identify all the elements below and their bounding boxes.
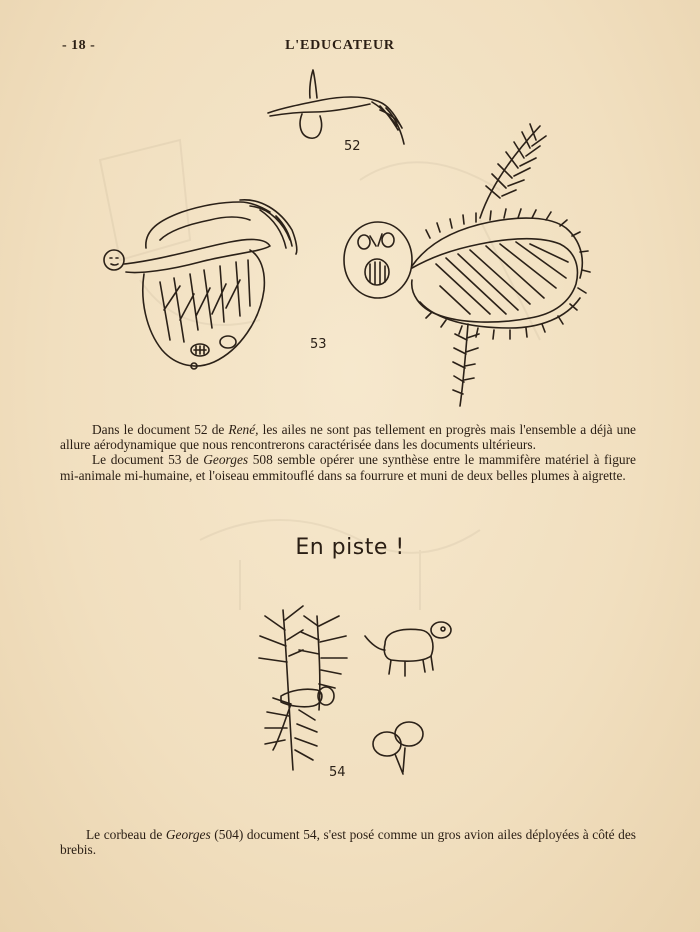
journal-title: L'EDUCATEUR bbox=[285, 38, 395, 53]
figure-label-52: 52 bbox=[344, 139, 361, 154]
paragraph-block-1 bbox=[60, 422, 636, 483]
drawing-54 bbox=[245, 600, 460, 785]
paragraph-1 bbox=[60, 422, 636, 452]
paragraph-1-text-b: les ailes ne sont pas tellement en progrès mais l'ensemble a déjà une allure aérodynamique que nous rencontrerons caractérisée dans les documents ultérieurs. bbox=[60, 422, 636, 453]
paragraph-block-2 bbox=[60, 827, 636, 857]
author-name-georges-2: Georges bbox=[165, 827, 211, 842]
paragraph-3-text-b: (504) document 54, s'est posé comme un gros avion ailes déployées à côté des brebis. bbox=[60, 827, 637, 858]
figure-label-53: 53 bbox=[310, 337, 327, 352]
page-header bbox=[60, 38, 620, 58]
paragraph-2 bbox=[60, 452, 636, 482]
paragraph-3-text-a: Le corbeau de bbox=[86, 827, 166, 842]
figure-label-54: 54 bbox=[329, 765, 346, 780]
paragraph-3 bbox=[60, 827, 636, 857]
section-title: En piste ! bbox=[295, 535, 405, 560]
page-number: - 18 - bbox=[62, 38, 96, 53]
paragraph-2-text-b: 508 semble opérer une synthèse entre le mammifère matériel à figure mi-animale mi-humaine, et l'oiseau emmitouflé dans sa fourrure et muni de deux belles plumes à aigrette. bbox=[60, 452, 636, 483]
paragraph-2-text-a: Le document 53 de bbox=[92, 452, 204, 468]
drawing-53-right bbox=[340, 118, 585, 408]
author-name-rene: René, bbox=[228, 422, 259, 437]
author-name-georges: Georges bbox=[203, 452, 249, 468]
paragraph-1-text-a: Dans le document 52 de bbox=[92, 422, 229, 437]
drawing-53-left bbox=[100, 190, 327, 380]
